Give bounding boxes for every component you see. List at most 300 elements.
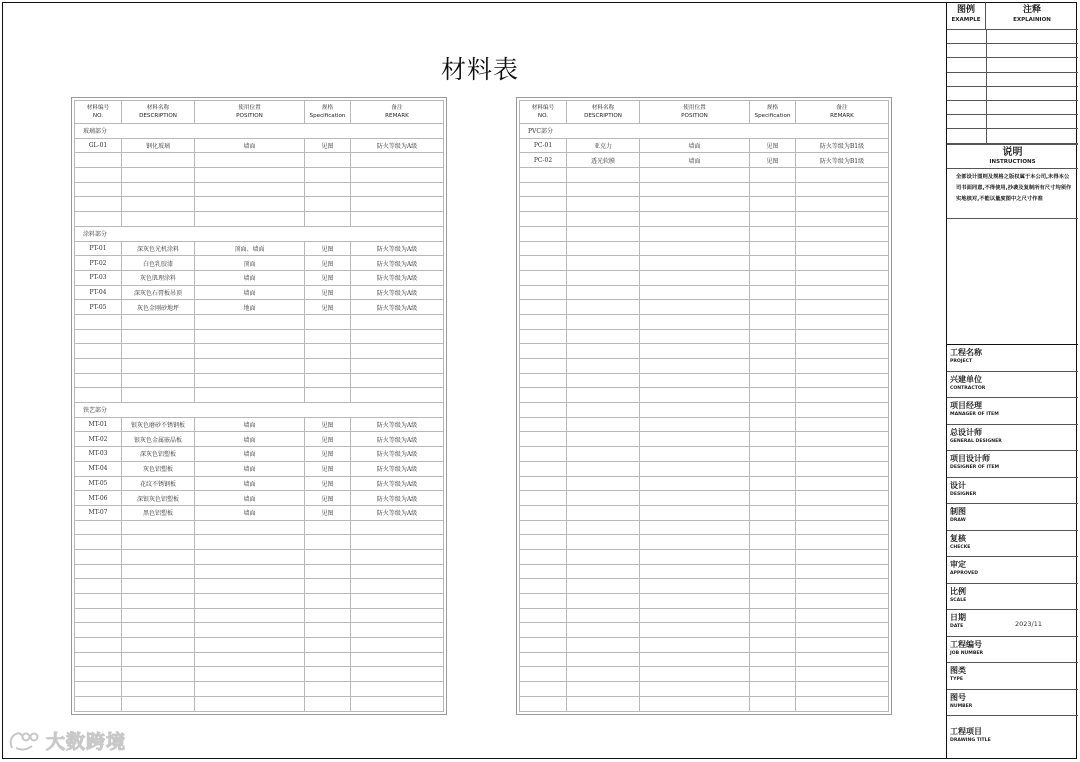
table-cell <box>567 520 640 535</box>
table-cell <box>520 388 567 403</box>
table-row <box>520 476 889 491</box>
table-cell <box>122 373 195 388</box>
field-label-en: DATE <box>950 624 964 629</box>
table-row <box>520 388 889 403</box>
table-row <box>75 682 444 697</box>
remark: 防火等级为B1级 <box>796 138 889 153</box>
material-no: MT-02 <box>75 432 122 447</box>
table-row <box>75 241 444 256</box>
table-cell <box>195 168 305 183</box>
table-header-row <box>75 101 444 124</box>
table-cell <box>640 594 750 609</box>
remark: 防火等级为A级 <box>351 505 444 520</box>
specification: 见图 <box>305 461 351 476</box>
remark: 防火等级为A级 <box>351 241 444 256</box>
table-cell <box>796 388 889 403</box>
table-cell <box>195 594 305 609</box>
table-cell <box>567 549 640 564</box>
table-cell <box>520 623 567 638</box>
table-cell <box>122 623 195 638</box>
table-cell <box>195 197 305 212</box>
table-row <box>75 285 444 300</box>
table-cell <box>75 212 122 227</box>
material-name: 深灰色光机涂料 <box>122 241 195 256</box>
table-row <box>520 168 889 183</box>
specification: 见图 <box>305 417 351 432</box>
field-label-en: CHECKE <box>950 544 971 550</box>
table-cell <box>796 285 889 300</box>
table-cell <box>195 652 305 667</box>
title-field <box>947 345 1078 372</box>
field-label-en: JOB NUMBER <box>950 650 984 656</box>
table-cell <box>305 535 351 550</box>
table-cell <box>640 535 750 550</box>
table-cell <box>75 359 122 374</box>
remark-header-en: REMARK <box>385 113 409 119</box>
table-cell <box>305 696 351 711</box>
table-cell <box>750 608 796 623</box>
table-cell <box>75 373 122 388</box>
field-label-en: DRAWING TITLE <box>950 738 991 743</box>
material-no-header-cn: 材料编号 <box>531 105 555 111</box>
table-cell <box>75 168 122 183</box>
table-cell <box>122 124 195 139</box>
material-name: 黑色铝塑板 <box>122 505 195 520</box>
table-row <box>520 505 889 520</box>
field-label: 图号 <box>950 692 966 702</box>
field-label: 工程名称 <box>950 348 982 357</box>
table-cell <box>796 432 889 447</box>
table-cell <box>640 667 750 682</box>
position: 墙面 <box>195 432 305 447</box>
table-cell <box>195 212 305 227</box>
table-cell <box>796 314 889 329</box>
table-cell <box>351 667 444 682</box>
table-cell <box>195 124 305 139</box>
table-cell <box>75 623 122 638</box>
material-no: PC-01 <box>520 138 567 153</box>
table-cell <box>520 549 567 564</box>
table-cell <box>122 594 195 609</box>
table-cell <box>351 579 444 594</box>
table-cell <box>640 403 750 418</box>
table-cell <box>195 153 305 168</box>
table-cell <box>351 608 444 623</box>
table-cell <box>796 696 889 711</box>
title-field <box>947 531 1078 558</box>
table-cell <box>520 329 567 344</box>
field-label: 项目经理 <box>950 401 982 410</box>
remark: 防火等级为A级 <box>351 300 444 315</box>
table-cell <box>520 682 567 697</box>
table-cell <box>640 270 750 285</box>
table-cell <box>520 476 567 491</box>
table-cell <box>750 652 796 667</box>
material-no: MT-04 <box>75 461 122 476</box>
material-no: PT-01 <box>75 241 122 256</box>
table-cell <box>567 608 640 623</box>
table-cell <box>75 564 122 579</box>
table-cell <box>305 168 351 183</box>
table-cell <box>796 476 889 491</box>
table-cell <box>195 359 305 374</box>
table-cell <box>750 520 796 535</box>
field-label: 复核 <box>950 533 966 543</box>
material-name: 灰色铝塑板 <box>122 461 195 476</box>
table-cell <box>520 667 567 682</box>
table-cell <box>195 314 305 329</box>
table-cell <box>750 579 796 594</box>
table-cell <box>567 403 640 418</box>
table-cell <box>796 491 889 506</box>
table-cell <box>640 168 750 183</box>
table-cell <box>75 608 122 623</box>
table-cell <box>75 314 122 329</box>
table-cell <box>640 461 750 476</box>
table-cell <box>520 564 567 579</box>
field-label: 日期 <box>950 613 966 622</box>
table-cell <box>796 535 889 550</box>
material-name: 灰色肌理涂料 <box>122 270 195 285</box>
table-row <box>75 212 444 227</box>
table-cell <box>520 520 567 535</box>
material-name: 银灰色金属嵌晶板 <box>122 432 195 447</box>
table-cell <box>640 447 750 462</box>
position: 墙面 <box>195 447 305 462</box>
material-no-header-en: NO. <box>92 113 104 119</box>
position: 墙面 <box>195 505 305 520</box>
table-cell <box>796 226 889 241</box>
table-cell <box>195 373 305 388</box>
table-row <box>520 623 889 638</box>
remark-header-cn: 备注 <box>391 105 403 111</box>
position-header-en: POSITION <box>681 113 708 119</box>
field-label-en: TYPE <box>950 677 963 682</box>
table-cell <box>750 594 796 609</box>
material-name: 深银灰色铝塑板 <box>122 491 195 506</box>
position: 墙面 <box>640 138 750 153</box>
table-cell <box>750 696 796 711</box>
table-row <box>75 373 444 388</box>
material-no: PT-05 <box>75 300 122 315</box>
table-row <box>520 594 889 609</box>
table-cell <box>351 594 444 609</box>
table-cell <box>351 124 444 139</box>
table-cell <box>520 535 567 550</box>
table-cell <box>122 197 195 212</box>
table-cell <box>520 344 567 359</box>
table-cell <box>305 667 351 682</box>
table-cell <box>567 197 640 212</box>
title-field <box>947 610 1078 637</box>
table-cell <box>796 579 889 594</box>
material-name: 灰色金刚砂地坪 <box>122 300 195 315</box>
remark-header <box>351 101 444 124</box>
table-row <box>520 314 889 329</box>
table-cell <box>796 447 889 462</box>
table-row <box>520 447 889 462</box>
position-header <box>640 101 750 124</box>
title-field <box>947 504 1078 531</box>
table-cell <box>520 314 567 329</box>
table-cell <box>567 182 640 197</box>
table-cell <box>122 667 195 682</box>
material-name: 透光软膜 <box>567 153 640 168</box>
table-cell <box>195 549 305 564</box>
table-cell <box>520 608 567 623</box>
section-label: PVC部分 <box>520 124 567 139</box>
field-label: 审定 <box>950 560 966 569</box>
remark: 防火等级为A级 <box>351 461 444 476</box>
table-cell <box>567 388 640 403</box>
table-cell <box>640 696 750 711</box>
table-row <box>75 153 444 168</box>
table-cell <box>520 197 567 212</box>
remark-header <box>796 101 889 124</box>
table-cell <box>351 388 444 403</box>
table-cell <box>640 359 750 374</box>
table-cell <box>122 549 195 564</box>
table-cell <box>305 520 351 535</box>
table-cell <box>520 359 567 374</box>
table-cell <box>305 549 351 564</box>
table-cell <box>195 623 305 638</box>
table-cell <box>195 535 305 550</box>
table-cell <box>75 652 122 667</box>
table-row <box>75 256 444 271</box>
table-cell <box>567 476 640 491</box>
table-cell <box>750 505 796 520</box>
material-no-header-en: NO. <box>537 113 549 119</box>
table-cell <box>796 212 889 227</box>
table-cell <box>305 212 351 227</box>
table-cell <box>75 153 122 168</box>
table-cell <box>122 520 195 535</box>
table-cell <box>750 300 796 315</box>
table-cell <box>195 520 305 535</box>
table-cell <box>305 403 351 418</box>
specification-header <box>750 101 796 124</box>
table-row <box>520 359 889 374</box>
table-cell <box>796 197 889 212</box>
table-cell <box>567 696 640 711</box>
table-cell <box>750 623 796 638</box>
table-cell <box>305 652 351 667</box>
legend-label-en: EXAMPLE <box>951 17 981 23</box>
table-cell <box>796 682 889 697</box>
table-cell <box>750 344 796 359</box>
table-row <box>520 564 889 579</box>
table-row <box>520 256 889 271</box>
material-no: MT-05 <box>75 476 122 491</box>
field-label: 图类 <box>950 666 966 675</box>
table-cell <box>195 638 305 653</box>
specification-header-en: Specification <box>754 113 791 119</box>
table-cell <box>305 388 351 403</box>
table-cell <box>75 549 122 564</box>
table-cell <box>305 226 351 241</box>
table-cell <box>75 594 122 609</box>
table-row <box>75 314 444 329</box>
table-cell <box>305 682 351 697</box>
title-field <box>947 637 1078 664</box>
table-cell <box>796 168 889 183</box>
table-row <box>75 417 444 432</box>
position: 墙面 <box>195 285 305 300</box>
material-no: PT-02 <box>75 256 122 271</box>
table-cell <box>796 270 889 285</box>
table-cell <box>520 373 567 388</box>
table-cell <box>122 314 195 329</box>
position: 墙面 <box>195 461 305 476</box>
table-row <box>75 652 444 667</box>
table-cell <box>520 579 567 594</box>
table-cell <box>75 520 122 535</box>
table-cell <box>796 608 889 623</box>
description-header <box>567 101 640 124</box>
watermark-logo-icon <box>6 728 46 754</box>
table-row <box>520 696 889 711</box>
table-cell <box>796 182 889 197</box>
table-row <box>520 153 889 168</box>
watermark-text: 大数跨境 <box>46 731 127 753</box>
table-cell <box>750 226 796 241</box>
position-header-en: POSITION <box>236 113 263 119</box>
table-cell <box>567 359 640 374</box>
table-row <box>75 138 444 153</box>
table-cell <box>750 564 796 579</box>
table-row <box>75 270 444 285</box>
table-cell <box>567 168 640 183</box>
table-cell <box>305 359 351 374</box>
table-row <box>520 417 889 432</box>
table-cell <box>640 652 750 667</box>
table-cell <box>351 623 444 638</box>
position: 墙面 <box>640 153 750 168</box>
field-value: 2023/11 <box>1015 620 1043 628</box>
table-cell <box>750 417 796 432</box>
remark: 防火等级为A级 <box>351 256 444 271</box>
table-cell <box>567 226 640 241</box>
specification-header-cn: 规格 <box>321 105 334 111</box>
table-cell <box>640 579 750 594</box>
table-cell <box>195 579 305 594</box>
table-cell <box>750 447 796 462</box>
field-label: 设计 <box>950 480 966 490</box>
table-row <box>520 535 889 550</box>
field-label: 工程项目 <box>950 727 982 736</box>
remark-header-cn: 备注 <box>836 105 848 111</box>
table-cell <box>796 638 889 653</box>
material-no: MT-07 <box>75 505 122 520</box>
table-row <box>75 476 444 491</box>
table-cell <box>750 667 796 682</box>
page-title: 材料表 <box>440 55 519 84</box>
table-cell <box>640 344 750 359</box>
material-no: GL-01 <box>75 138 122 153</box>
table-cell <box>305 373 351 388</box>
table-row <box>75 182 444 197</box>
table-cell <box>567 652 640 667</box>
table-cell <box>750 491 796 506</box>
table-cell <box>75 388 122 403</box>
position-header-cn: 使用位置 <box>238 105 261 111</box>
table-row <box>75 461 444 476</box>
table-cell <box>75 535 122 550</box>
table-cell <box>195 226 305 241</box>
table-cell <box>122 329 195 344</box>
table-cell <box>640 417 750 432</box>
instructions-label: 说明 <box>1002 147 1023 158</box>
table-cell <box>351 314 444 329</box>
description-header <box>122 101 195 124</box>
table-cell <box>567 432 640 447</box>
table-row <box>520 638 889 653</box>
table-cell <box>122 168 195 183</box>
table-row <box>75 168 444 183</box>
table-cell <box>640 564 750 579</box>
remark: 防火等级为A级 <box>351 491 444 506</box>
specification: 见图 <box>750 138 796 153</box>
section-label: 玻璃部分 <box>75 124 122 139</box>
table-cell <box>567 505 640 520</box>
table-cell <box>640 520 750 535</box>
table-cell <box>122 535 195 550</box>
table-row <box>75 447 444 462</box>
field-label-en: PROJECT <box>950 359 973 364</box>
table-cell <box>520 432 567 447</box>
table-cell <box>640 285 750 300</box>
table-cell <box>351 535 444 550</box>
table-cell <box>567 535 640 550</box>
table-cell <box>305 314 351 329</box>
table-cell <box>75 667 122 682</box>
table-cell <box>796 124 889 139</box>
table-cell <box>640 608 750 623</box>
table-cell <box>520 212 567 227</box>
table-cell <box>640 124 750 139</box>
table-cell <box>750 256 796 271</box>
table-cell <box>122 212 195 227</box>
table-row <box>75 696 444 711</box>
table-row <box>520 212 889 227</box>
title-field <box>947 716 1078 750</box>
specification: 见图 <box>305 300 351 315</box>
table-cell <box>122 696 195 711</box>
table-row <box>520 682 889 697</box>
table-row <box>75 359 444 374</box>
table-row <box>520 461 889 476</box>
table-cell <box>750 549 796 564</box>
table-cell <box>122 579 195 594</box>
remark: 防火等级为A级 <box>351 432 444 447</box>
table-cell <box>122 403 195 418</box>
position-header-cn: 使用位置 <box>683 105 706 111</box>
title-field <box>947 663 1078 690</box>
table-cell <box>305 153 351 168</box>
table-cell <box>796 461 889 476</box>
table-header-row <box>520 101 889 124</box>
legend-rows <box>947 30 1078 144</box>
table-cell <box>750 461 796 476</box>
table-cell <box>520 256 567 271</box>
table-row <box>75 535 444 550</box>
table-cell <box>122 226 195 241</box>
table-row <box>75 197 444 212</box>
material-no: PC-02 <box>520 153 567 168</box>
table-row <box>520 491 889 506</box>
table-cell <box>796 549 889 564</box>
